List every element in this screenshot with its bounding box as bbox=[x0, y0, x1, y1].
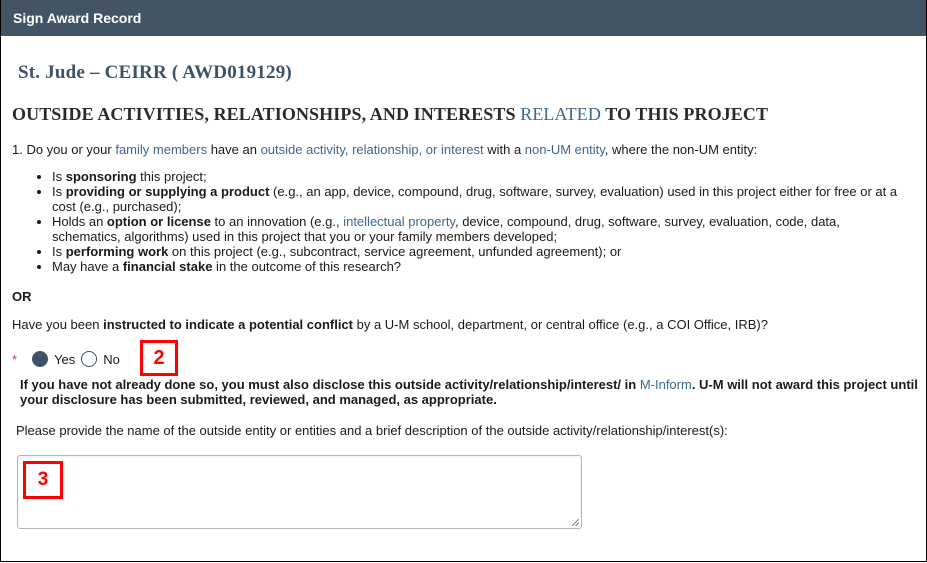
list-item bbox=[52, 259, 912, 274]
q2-bold: instructed to indicate a potential conflict bbox=[103, 317, 353, 332]
award-title: St. Jude – CEIRR ( AWD019129) bbox=[18, 62, 292, 83]
radio-yes[interactable] bbox=[32, 351, 48, 367]
description-prompt: Please provide the name of the outside entity or entities and a brief description of the outside activity/relationship/interest(s): bbox=[16, 423, 728, 438]
list-item bbox=[52, 214, 912, 244]
list-item bbox=[52, 169, 912, 184]
annotation-marker-2: 2 bbox=[140, 340, 178, 376]
description-textarea[interactable] bbox=[17, 455, 582, 529]
m-inform-link[interactable]: M-Inform bbox=[639, 377, 692, 392]
item-text: Is bbox=[52, 169, 66, 184]
radio-no[interactable] bbox=[81, 351, 97, 367]
non-um-entity-link[interactable]: non-UM entity bbox=[524, 142, 605, 157]
outside-activity-link[interactable]: outside activity, relationship, or interest bbox=[260, 142, 484, 157]
q1-text: , where the non-UM entity: bbox=[604, 142, 758, 157]
list-item bbox=[52, 244, 912, 259]
radio-no-label[interactable]: No bbox=[103, 351, 120, 367]
related-link[interactable]: RELATED bbox=[520, 104, 601, 124]
question-1 bbox=[12, 142, 757, 157]
item-text: in the outcome of this research? bbox=[212, 259, 402, 274]
item-text: Is bbox=[52, 184, 66, 199]
item-bold: sponsoring bbox=[65, 169, 137, 184]
dialog-title: Sign Award Record bbox=[1, 0, 926, 36]
item-text: on this project (e.g., subcontract, service agreement, unfunded agreement); or bbox=[168, 244, 622, 259]
item-bold: financial stake bbox=[122, 259, 213, 274]
warning-text: If you have not already done so, you must also disclose this outside activity/relationship/interest/ in bbox=[20, 377, 640, 392]
criteria-list bbox=[12, 169, 912, 274]
q1-text: 1. Do you or your bbox=[12, 142, 116, 157]
item-text: to an innovation (e.g., bbox=[210, 214, 344, 229]
or-label: OR bbox=[12, 289, 32, 304]
heading-text-end: TO THIS PROJECT bbox=[600, 104, 769, 124]
section-heading bbox=[12, 104, 768, 125]
item-text: (e.g., an app, device, compound, drug, software, survey, evaluation) used in this project either for free or at a cost (e.g., purchased); bbox=[52, 184, 898, 214]
disclosure-warning bbox=[20, 377, 920, 407]
list-item bbox=[52, 184, 912, 214]
q2-text: by a U-M school, department, or central office (e.g., a COI Office, IRB)? bbox=[353, 317, 768, 332]
item-text: , device, compound, drug, software, survey, evaluation, code, data, schematics, algorithms) used in this project that you or your family members developed; bbox=[52, 214, 840, 244]
conflict-radio-group bbox=[12, 349, 126, 369]
heading-text: OUTSIDE ACTIVITIES, RELATIONSHIPS, AND INTERESTS bbox=[12, 104, 521, 124]
annotation-marker-3: 3 bbox=[23, 461, 63, 499]
resize-grip-icon[interactable] bbox=[572, 519, 579, 526]
item-bold: performing work bbox=[65, 244, 169, 259]
family-members-link[interactable]: family members bbox=[115, 142, 208, 157]
intellectual-property-link[interactable]: intellectual property bbox=[343, 214, 455, 229]
item-bold: option or license bbox=[106, 214, 211, 229]
item-bold: providing or supplying a product bbox=[65, 184, 270, 199]
item-text: Is bbox=[52, 244, 66, 259]
radio-yes-label[interactable]: Yes bbox=[54, 351, 76, 367]
question-2 bbox=[12, 317, 768, 332]
warning-text: . U-M will not award this project until your disclosure has been submitted, reviewed, and managed, as appropriate. bbox=[20, 377, 918, 407]
item-text: May have a bbox=[52, 259, 123, 274]
q2-text: Have you been bbox=[12, 317, 104, 332]
item-text: this project; bbox=[136, 169, 207, 184]
q1-text: with a bbox=[483, 142, 525, 157]
q1-text: have an bbox=[207, 142, 261, 157]
item-text: Holds an bbox=[52, 214, 107, 229]
required-asterisk: * bbox=[12, 351, 18, 367]
